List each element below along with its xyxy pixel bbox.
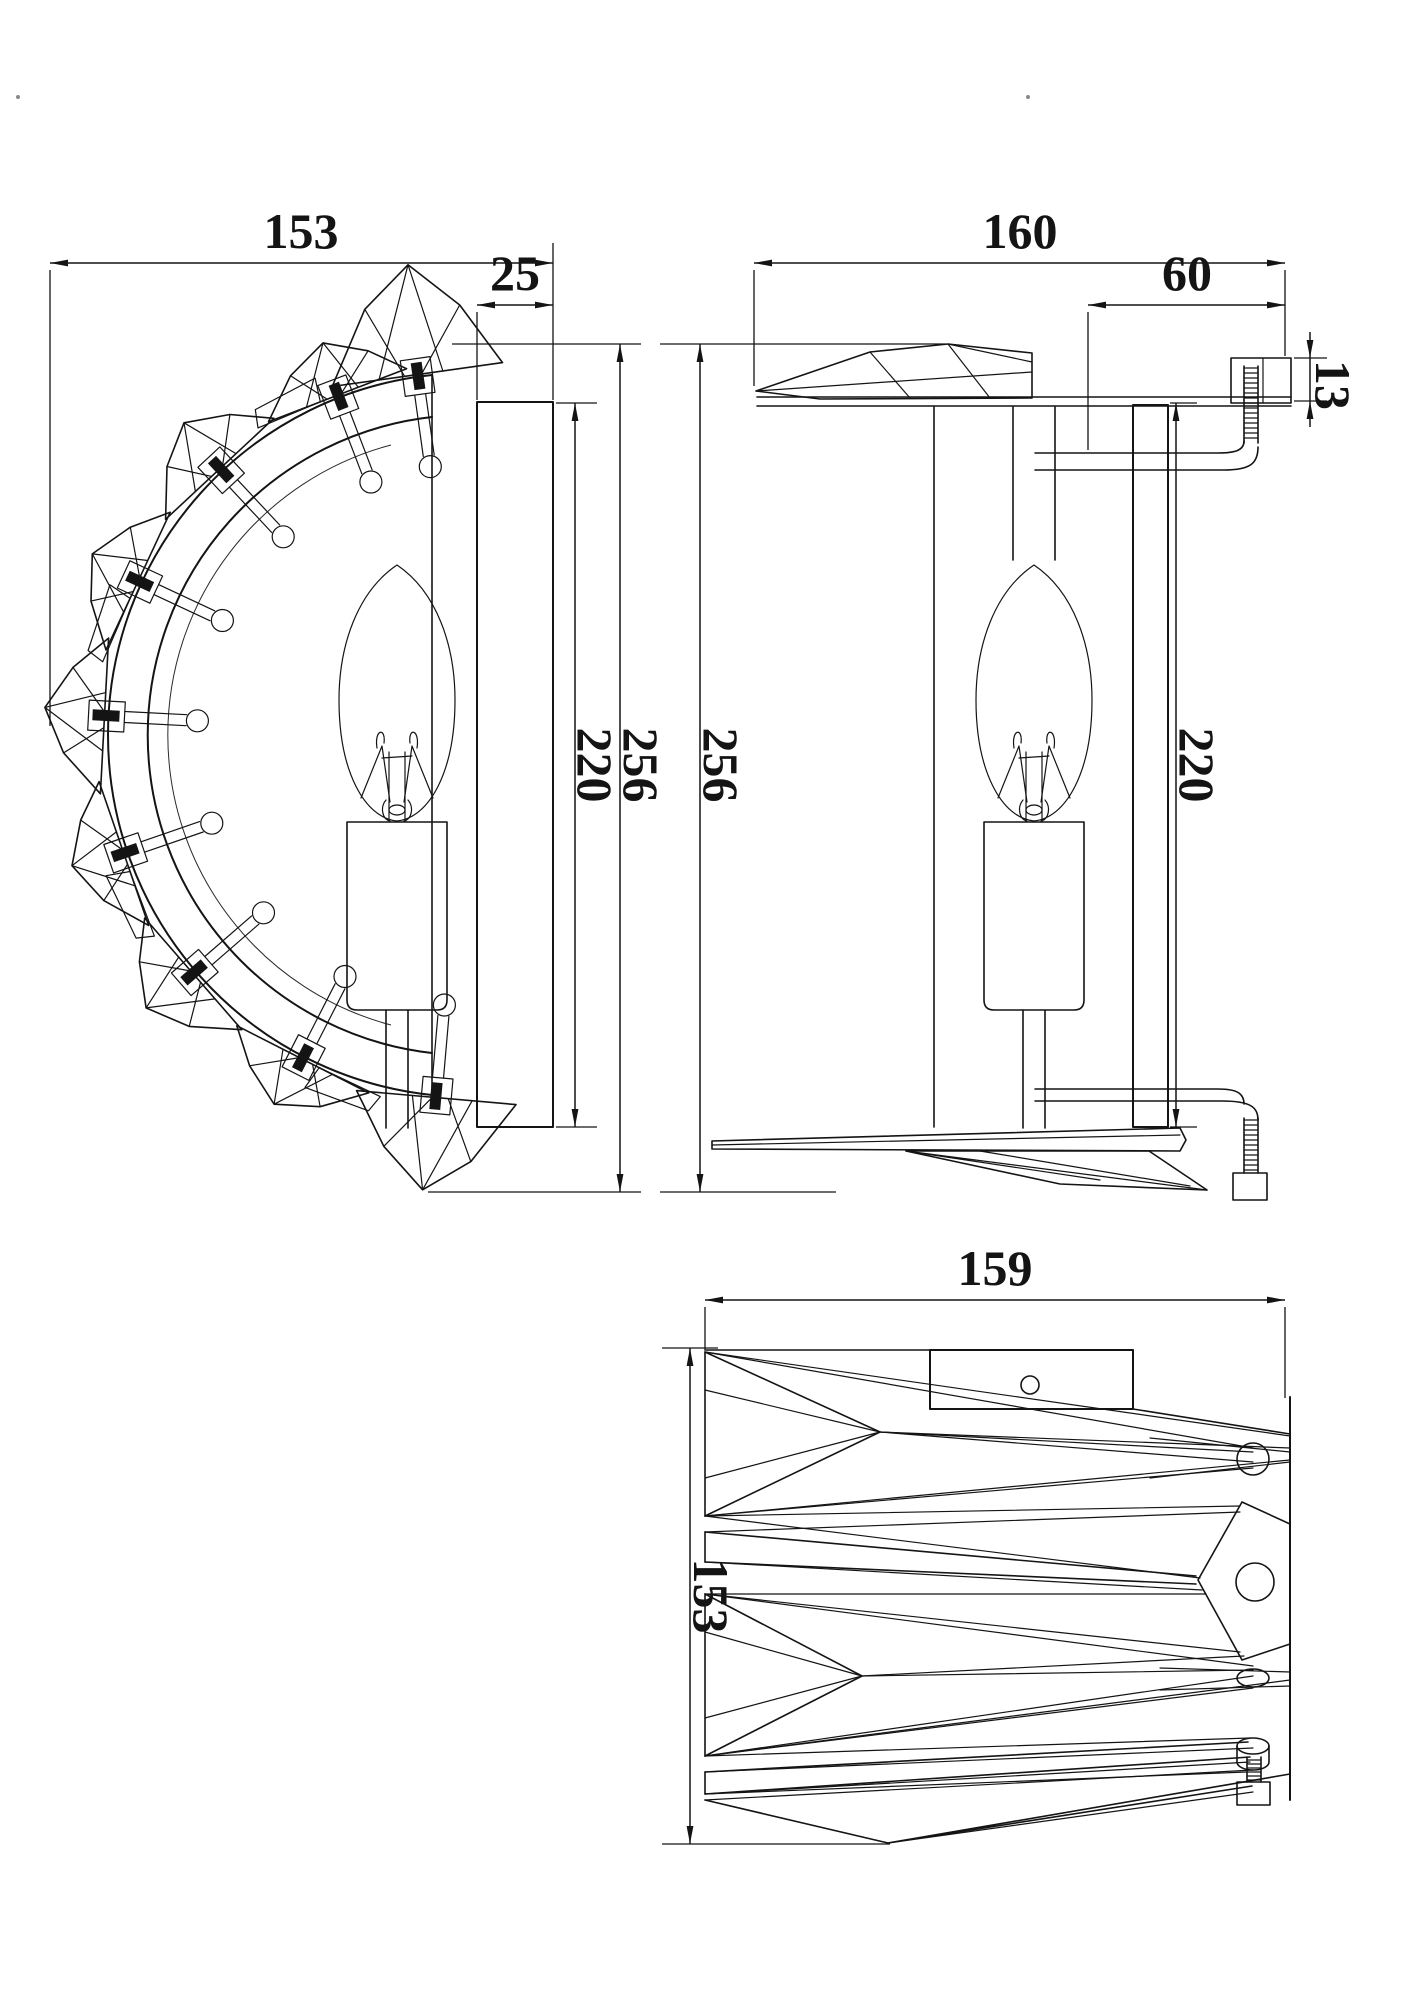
wall-plate (477, 402, 553, 1127)
dim-label-side-arm-depth: 60 (1162, 245, 1212, 301)
dim-side-arm-depth (1088, 245, 1285, 450)
candle-front (339, 565, 455, 1128)
dim-bottom-depth (705, 1240, 1285, 1398)
crystal-ring (45, 265, 516, 1190)
wall-plate-side (1133, 405, 1168, 1127)
glass-arc (168, 445, 391, 1025)
upper-arm (1035, 441, 1244, 453)
dim-front-plate-height (556, 403, 623, 1127)
dim-bottom-width (662, 1348, 890, 1844)
dim-label-front-plate-offset: 25 (490, 245, 540, 301)
crystal (88, 512, 233, 662)
dim-side-plate-height (1169, 403, 1225, 1127)
screw-thread-top (1244, 368, 1258, 438)
dim-label-front-plate-height: 220 (567, 727, 623, 803)
top-crystal (756, 344, 1032, 399)
bottom-bracket-block (1233, 1173, 1267, 1200)
speck (1026, 95, 1030, 99)
crystal (237, 966, 380, 1111)
dim-front-overall-height (428, 344, 669, 1192)
dim-label-bottom-depth: 159 (957, 1240, 1033, 1296)
wall-plate-top (930, 1350, 1133, 1409)
front-view (45, 203, 669, 1192)
dim-label-side-depth: 160 (982, 203, 1058, 259)
dim-label-side-plate-height: 220 (1169, 727, 1225, 803)
screw-hole (1021, 1376, 1039, 1394)
dim-label-side-bracket-thickness: 13 (1305, 360, 1361, 410)
crystal (72, 782, 223, 939)
rod-upper (1013, 407, 1055, 560)
dim-front-plate-offset (477, 245, 553, 400)
bottom-view (662, 1240, 1290, 1844)
crystal (357, 994, 516, 1190)
candle-side (976, 565, 1092, 1128)
crystal (45, 638, 209, 794)
dim-label-front-overall-height: 256 (613, 727, 669, 803)
crystal (166, 415, 295, 548)
side-view (660, 203, 1361, 1200)
inner-arc (148, 417, 432, 1053)
dim-label-front-width: 153 (263, 203, 339, 259)
crystal (255, 343, 406, 493)
crystal-facet-fan (705, 1352, 1290, 1843)
screw-thread-bottom (1244, 1120, 1258, 1170)
dim-side-bracket-thickness (1294, 332, 1361, 427)
dim-side-overall-height (660, 344, 946, 1192)
dim-label-bottom-width: 153 (683, 1558, 739, 1634)
speck (16, 95, 20, 99)
dim-label-side-overall-height: 256 (693, 727, 749, 803)
